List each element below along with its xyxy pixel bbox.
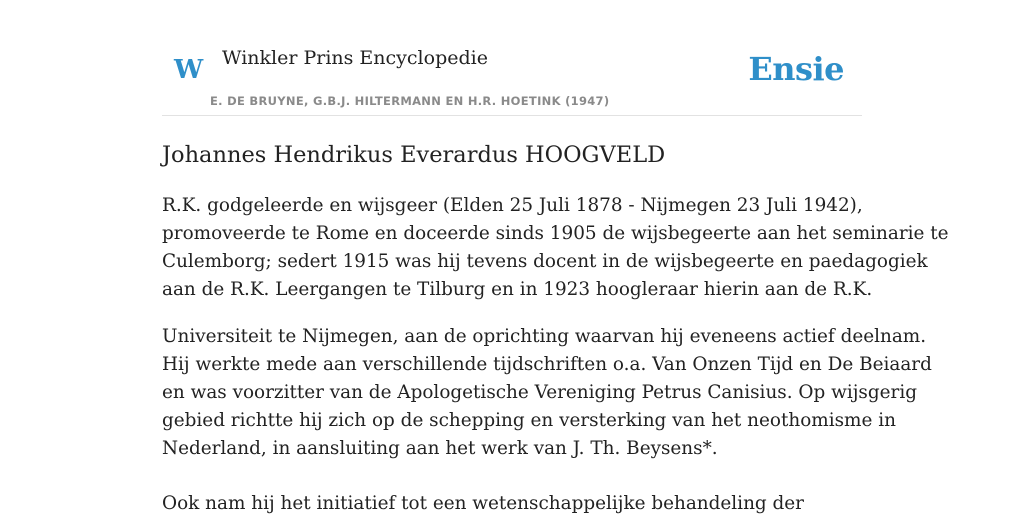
paragraph-line: Nederland, in aansluiting aan het werk van J. Th. Beysens*.	[162, 438, 718, 459]
paragraph-line: gebied richtte hij zich op de schepping en versterking van het neothomisme in	[162, 410, 896, 431]
paragraph-line: Ook nam hij het initiatief tot een wetenschappelijke behandeling der	[162, 493, 804, 514]
paragraph-line: promoveerde te Rome en doceerde sinds 1905 de wijsbegeerte aan het seminarie te	[162, 223, 949, 244]
winkler-prins-logo[interactable]: W	[174, 55, 204, 85]
source-authors: E. DE BRUYNE, G.B.J. HILTERMANN EN H.R. HOETINK (1947)	[210, 94, 610, 108]
paragraph-line: Hij werkte mede aan verschillende tijdschriften o.a. Van Onzen Tijd en De Beiaard	[162, 354, 932, 375]
article-page	[162, 0, 949, 514]
article-paragraph-3	[162, 490, 862, 518]
paragraph-line: en was voorzitter van de Apologetische Vereniging Petrus Canisius. Op wijsgerig	[162, 382, 917, 403]
paragraph-line: R.K. godgeleerde en wijsgeer (Elden 25 Juli 1878 - Nijmegen 23 Juli 1942),	[162, 195, 863, 216]
paragraph-line: Culemborg; sedert 1915 was hij tevens docent in de wijsbegeerte en paedagogiek	[162, 251, 928, 272]
source-title[interactable]: Winkler Prins Encyclopedie	[222, 47, 488, 69]
paragraph-line: Universiteit te Nijmegen, aan de oprichting waarvan hij eveneens actief deelnam.	[162, 326, 927, 347]
article-title: Johannes Hendrikus Everardus HOOGVELD	[162, 142, 666, 168]
article-paragraph-2	[162, 323, 932, 463]
paragraph-line: aan de R.K. Leergangen te Tilburg en in 1923 hoogleraar hierin aan de R.K.	[162, 279, 873, 300]
source-header	[162, 0, 862, 116]
ensie-logo[interactable]: Ensie	[748, 50, 844, 88]
article-paragraph-1	[162, 192, 949, 304]
